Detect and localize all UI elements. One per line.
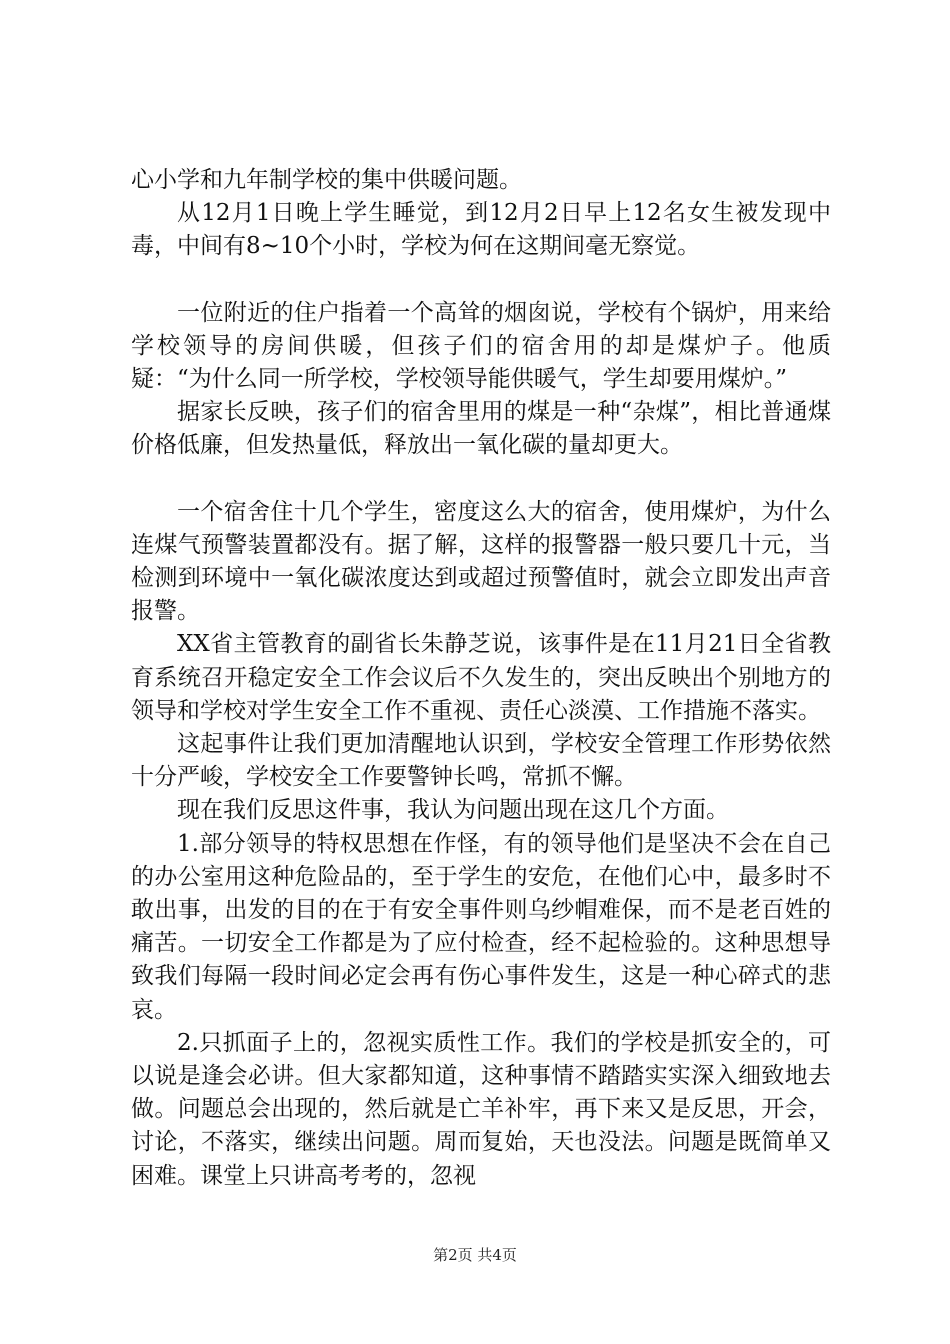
- paragraph: 1.部分领导的特权思想在作怪，有的领导他们是坚决不会在自己的办公室用这种危险品的，至于学生的安危，在他们心中，最多时不敢出事，出发的目的在于有安全事件则乌纱帽难保，而不是老百姓的痛苦。一切安全工作都是为了应付检查，经不起检验的。这种思想导致我们每隔一段时间必定会再有伤心事件发生，这是一种心碎式的悲哀。: [131, 830, 831, 1023]
- paragraph: 一个宿舍住十几个学生，密度这么大的宿舍，使用煤炉，为什么连煤气预警装置都没有。据了解，这样的报警器一般只要几十元，当检测到环境中一氧化碳浓度达到或超过预警值时，就会立即发出声音报警。: [131, 498, 831, 625]
- paragraph: 从12月1日晚上学生睡觉，到12月2日早上12名女生被发现中毒，中间有8~10个小时，学校为何在这期间毫无察觉。: [131, 200, 831, 260]
- paragraph: 现在我们反思这件事，我认为问题出现在这几个方面。: [177, 797, 729, 824]
- paragraph: 据家长反映，孩子们的宿舍里用的煤是一种“杂煤”，相比普通煤价格低廉，但发热量低，释放出一氧化碳的量却更大。: [131, 399, 831, 459]
- paragraph-spacer: [131, 264, 831, 297]
- paragraph: 一位附近的住户指着一个高耸的烟囱说，学校有个锅炉，用来给学校领导的房间供暖，但孩子们的宿舍用的却是煤炉子。他质疑：“为什么同一所学校，学校领导能供暖气，学生却要用煤炉。”: [131, 299, 831, 393]
- paragraph: 这起事件让我们更加清醒地认识到，学校安全管理工作形势依然十分严峻，学校安全工作要警钟长鸣，常抓不懈。: [131, 731, 831, 791]
- paragraph-spacer: [131, 463, 831, 496]
- page-footer: 第2页 共4页: [433, 1246, 517, 1264]
- document-body: [131, 164, 831, 1193]
- paragraph: XX省主管教育的副省长朱静芝说，该事件是在11月21日全省教育系统召开稳定安全工作会议后不久发生的，突出反映出个别地方的领导和学校对学生安全工作不重视、责任心淡漠、工作措施不落实。: [131, 631, 831, 724]
- paragraph: 心小学和九年制学校的集中供暖问题。: [131, 167, 522, 193]
- paragraph: 2.只抓面子上的，忽视实质性工作。我们的学校是抓安全的，可以说是逢会必讲。但大家都知道，这种事情不踏踏实实深入细致地去做。问题总会出现的，然后就是亡羊补牢，再下来又是反思，开会，讨论，不落实，继续出问题。周而复始，天也没法。问题是既简单又困难。课堂上只讲高考考的，忽视: [131, 1029, 831, 1189]
